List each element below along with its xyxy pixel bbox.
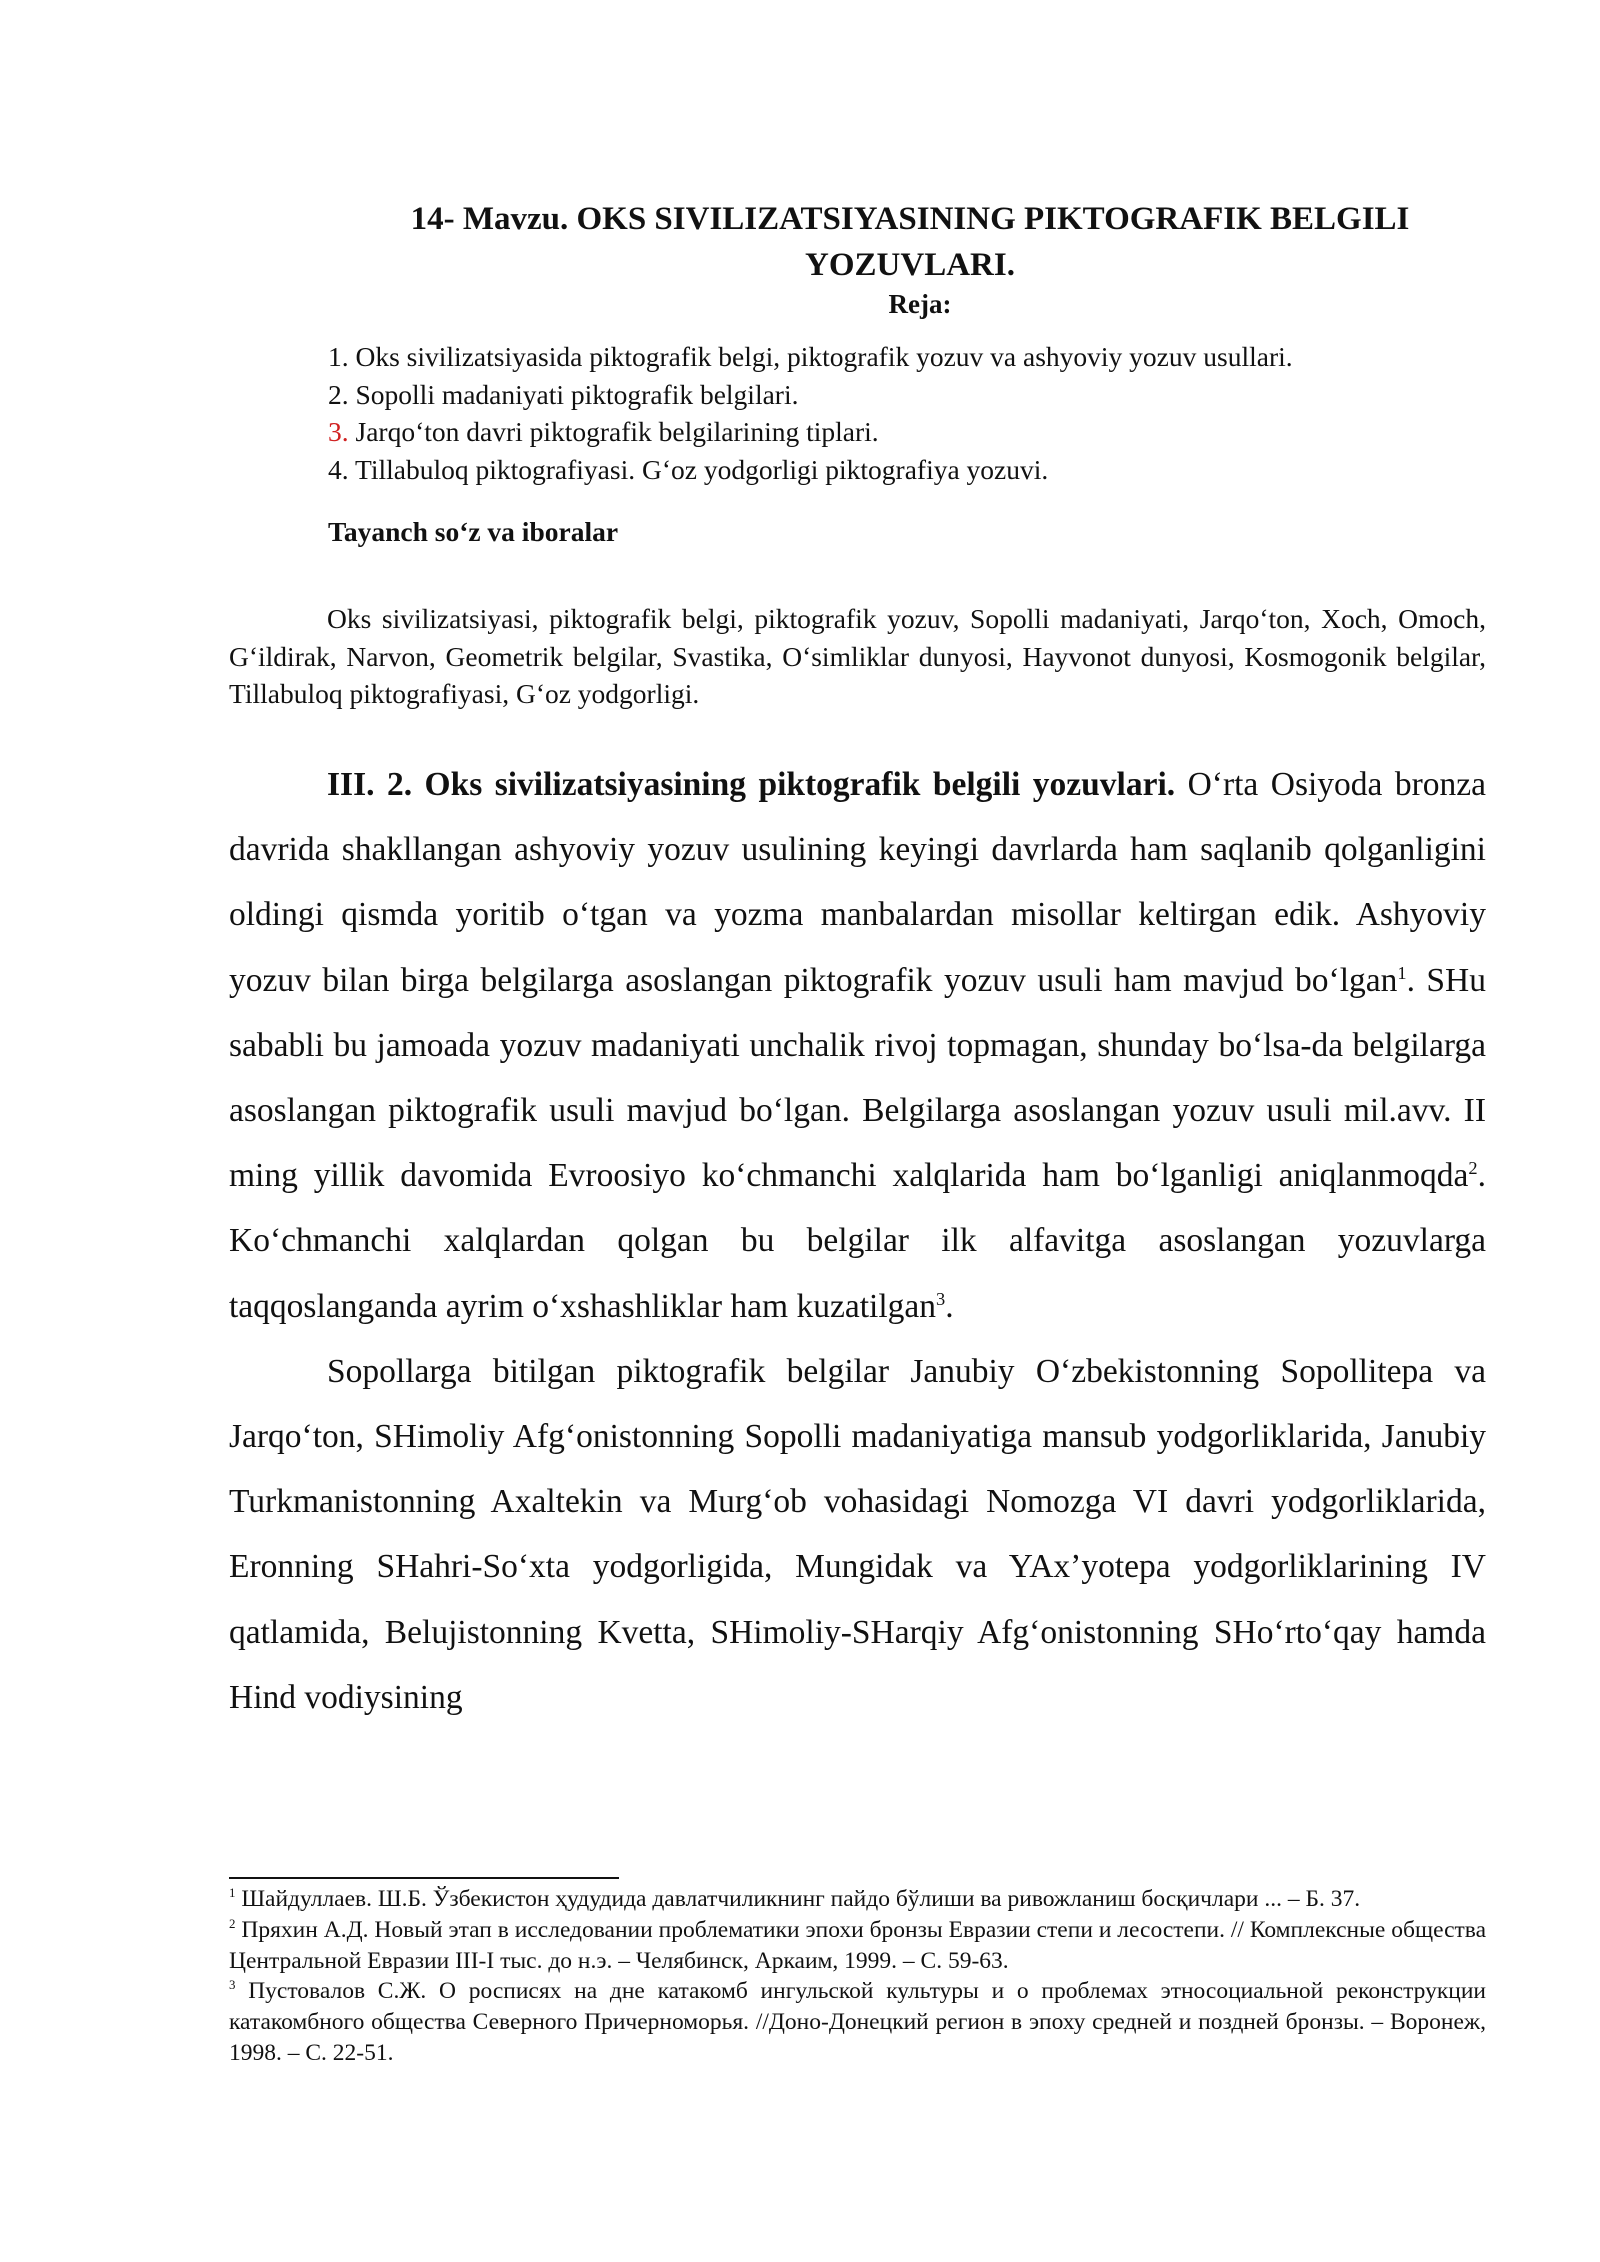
footnote-text: Шайдуллаев. Ш.Б. Ўзбекистон ҳудудида давлатчиликнинг пайдо бўлиши ва ривожланиш босқичлари ... – Б. 37. <box>235 1886 1361 1912</box>
title-line-1: 14- Mavzu. OKS SIVILIZATSIYASINING PIKTOGRAFIK BELGILI <box>410 201 1410 237</box>
paragraph-text: . Ko‘chmanchi xalqlardan qolgan bu belgilar ilk alfavitga asoslangan yozuvlarga taqqoslanganda ayrim o‘xshashliklar ham kuzatilgan <box>229 1157 1486 1325</box>
plan-item-text: Sopolli madaniyati piktografik belgilari. <box>348 378 799 410</box>
title-line-2: YOZUVLARI. <box>805 247 1015 283</box>
page-title <box>330 196 1490 288</box>
plan-item-number: 1. <box>328 341 349 372</box>
plan-heading: Reja: <box>888 289 952 319</box>
footnote-ref[interactable]: 3 <box>936 1288 946 1309</box>
plan-item-number: 3. <box>328 416 349 447</box>
keywords-heading: Tayanch so‘z va iboralar <box>328 516 619 547</box>
plan-item-text: Jarqo‘ton davri piktografik belgilarining tiplari. <box>348 416 879 447</box>
footnotes <box>229 1884 1486 2069</box>
footnote <box>229 1884 1486 1915</box>
footnote-text: Пустовалов С.Ж. О росписях на дне катакомб ингульской культуры и о проблемах этносоциальной реконструкции катакомбного общества Северного Причерноморья. //Доно-Донецкий регион в эпоху средней и поздней бронзы. – Воронеж, 1998. – С. 22-51. <box>229 1978 1486 2066</box>
paragraph <box>229 752 1486 1339</box>
footnote-mark: 3 <box>229 1977 236 1993</box>
footnote-ref[interactable]: 2 <box>1468 1158 1478 1179</box>
paragraph-text: O‘rta Osiyoda bronza davrida shakllangan ashyoviy yozuv usulining keyingi davrlarda ham saqlanib qolganligini oldingi qismda yoritib o‘tgan va yozma manbalardan misollar keltirgan edik. Ashyoviy yozuv bilan birga belgilarga asoslangan piktografik yozuv usuli ham mavjud bo‘lgan <box>229 766 1487 999</box>
paragraph-text: . <box>945 1287 954 1325</box>
section-heading: III. 2. Oks sivilizatsiyasining piktografik belgili yozuvlari. <box>327 766 1176 803</box>
footnote-mark: 1 <box>229 1885 236 1901</box>
footnote-divider <box>229 1877 619 1879</box>
footnote-ref[interactable]: 1 <box>1397 962 1407 983</box>
keywords-text: Oks sivilizatsiyasi, piktografik belgi, piktografik yozuv, Sopolli madaniyati, Jarqo‘ton, Xoch, Omoch, G‘ildirak, Narvon, Geometrik belgilar, Svastika, O‘simliklar dunyosi, Hayvonot dunyosi, Kosmogonik belgilar, Tillabuloq piktografiyasi, G‘oz yodgorligi. <box>229 603 1486 709</box>
plan-list <box>328 338 1508 488</box>
plan-item <box>328 451 1508 489</box>
plan-item <box>328 413 1508 451</box>
plan-item-number: 2. <box>328 378 349 410</box>
plan-item-text: Tillabuloq piktografiyasi. G‘oz yodgorligi piktografiya yozuvi. <box>348 453 1049 485</box>
paragraph-text: . SHu sababli bu jamoada yozuv madaniyati unchalik rivoj topmagan, shunday bo‘lsa-da belgilarga asoslangan piktografik usuli mavjud bo‘lgan. Belgilarga asoslangan yozuv usuli mil.avv. II ming yillik davomida Evroosiyo ko‘chmanchi xalqlarida ham bo‘lganligi aniqlanmoqda <box>229 961 1487 1195</box>
paragraph: Sopollarga bitilgan piktografik belgilar Janubiy O‘zbekistonning Sopollitepa va Jarqo‘ton, SHimoliy Afg‘onistonning Sopolli madaniyatiga mansub yodgorliklarida, Janubiy Turkmanistonning Axaltekin va Murg‘ob vohasidagi Nomozga VI davri yodgorliklarida, Eronning SHahri-So‘xta yodgorligida, Mungidak va YAx’yotepa yodgorliklarining IV qatlamida, Belujistonning Kvetta, SHimoliy-SHarqiy Afg‘onistonning SHo‘rto‘qay hamda Hind vodiysining <box>229 1352 1486 1716</box>
footnote <box>229 1915 1486 1977</box>
plan-item <box>328 338 1508 376</box>
plan-item-number: 4. <box>328 453 349 485</box>
plan-item-text: Oks sivilizatsiyasida piktografik belgi, piktografik yozuv va ashyoviy yozuv usullari. <box>348 341 1293 372</box>
main-text <box>229 752 1486 1730</box>
footnote-text: Пряхин А.Д. Новый этап в исследовании проблематики эпохи бронзы Евразии степи и лесостепи. // Комплексные общества Центральной Евразии III-I тыс. до н.э. – Челябинск, Аркаим, 1999. – С. 59-63. <box>229 1916 1486 1974</box>
plan-item <box>328 376 1508 414</box>
footnote <box>229 1976 1486 2068</box>
footnote-mark: 2 <box>229 1915 236 1931</box>
